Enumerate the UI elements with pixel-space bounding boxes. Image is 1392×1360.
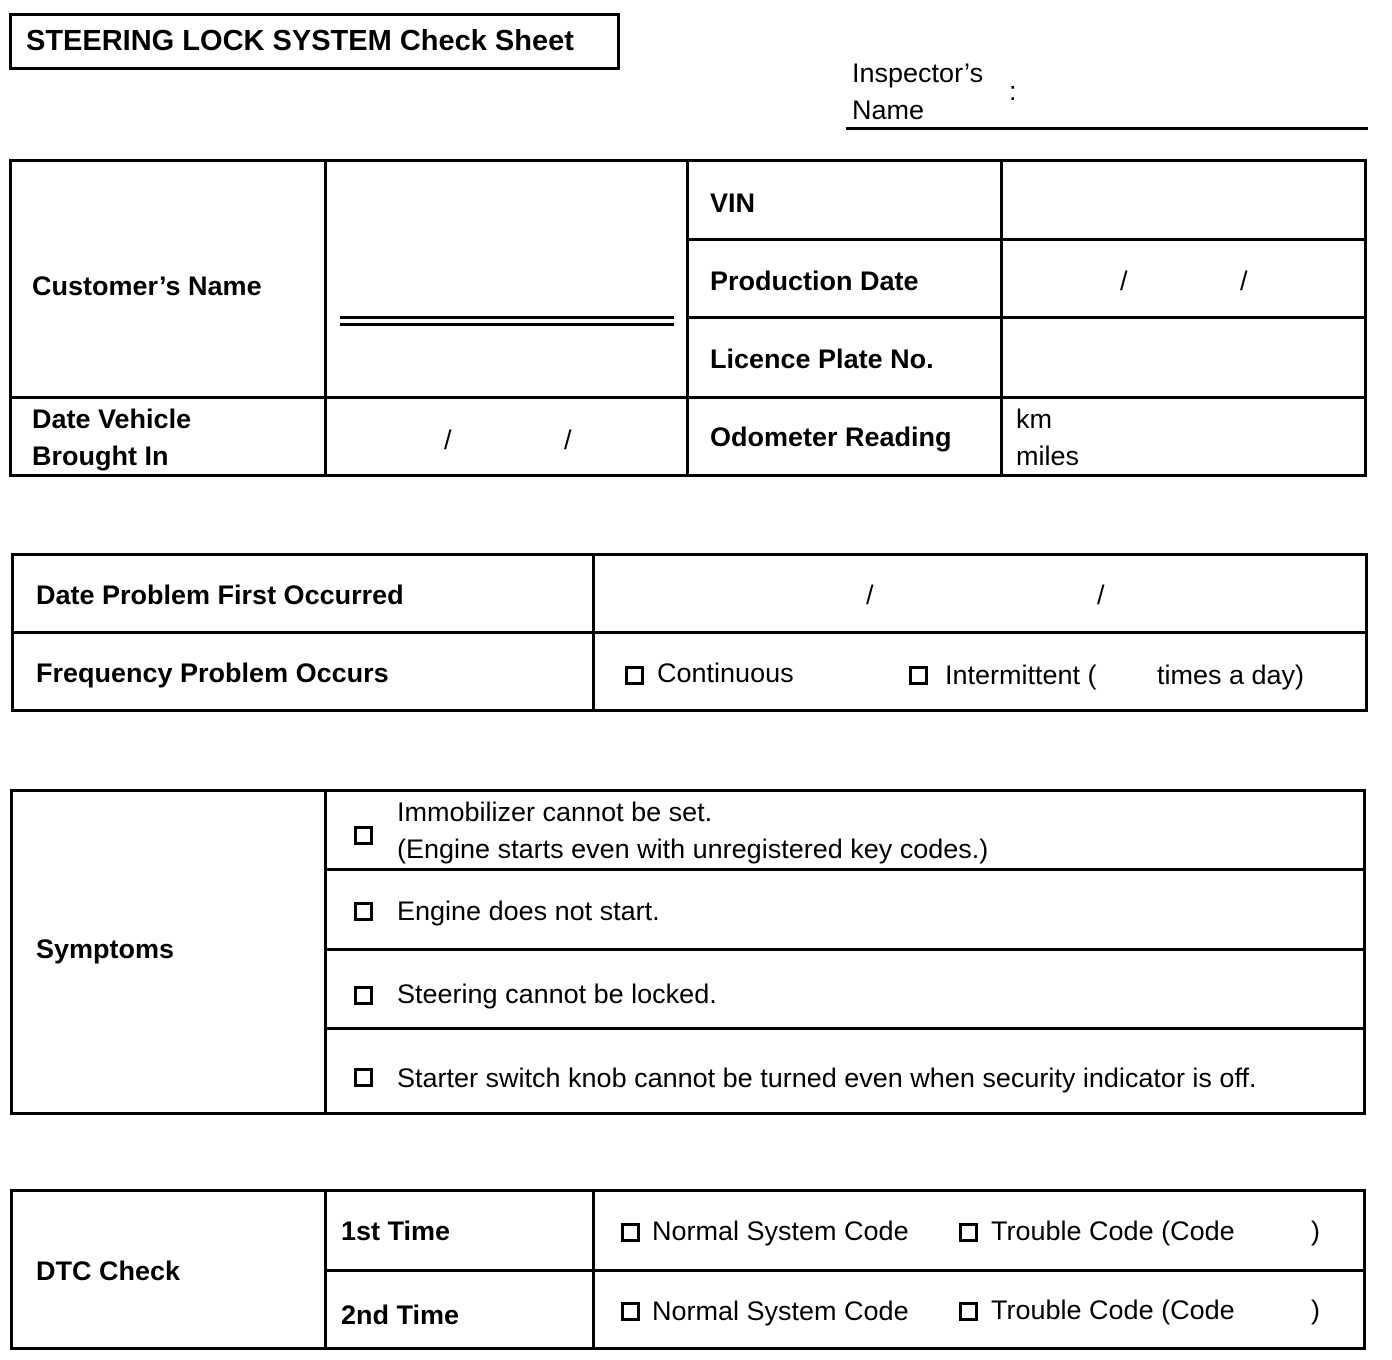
odometer-label: Odometer Reading [710, 422, 952, 452]
date-brought-slash: / [444, 425, 452, 455]
table-border [1363, 1189, 1366, 1350]
vin-label: VIN [710, 188, 756, 218]
symptom-item-line1: Immobilizer cannot be set. [397, 797, 713, 827]
symptoms-label: Symptoms [36, 934, 175, 964]
dtc-check-label: DTC Check [36, 1256, 181, 1286]
table-divider [687, 238, 1367, 241]
trouble-code-close: ) [1311, 1295, 1320, 1325]
inspector-name-field[interactable] [846, 127, 1368, 130]
symptom-checkbox[interactable] [354, 826, 373, 845]
table-border [10, 1112, 1366, 1115]
production-date-label: Production Date [710, 266, 919, 296]
symptom-item-line1: Engine does not start. [397, 896, 660, 926]
trouble-code-checkbox[interactable] [959, 1223, 978, 1242]
table-border [10, 789, 1366, 792]
continuous-checkbox[interactable] [625, 666, 644, 685]
table-border [9, 159, 12, 477]
customer-name-underline[interactable] [340, 316, 674, 319]
inspector-label-line2: Name [852, 95, 925, 125]
inspector-name-label [852, 55, 983, 129]
customer-name-label: Customer’s Name [32, 271, 262, 301]
intermittent-checkbox[interactable] [909, 666, 928, 685]
table-border [10, 1189, 13, 1350]
table-divider [592, 553, 595, 712]
first-occurred-slash: / [866, 580, 874, 610]
customer-name-underline [340, 323, 674, 326]
trouble-code-close: ) [1311, 1216, 1320, 1246]
table-divider [11, 631, 1368, 634]
symptom-item-line1: Starter switch knob cannot be turned even when security indicator is off. [397, 1063, 1257, 1093]
table-border [10, 1189, 1366, 1192]
intermittent-label: Intermittent ( [945, 660, 1097, 690]
normal-code-checkbox[interactable] [621, 1302, 640, 1321]
odometer-unit-miles: miles [1016, 441, 1080, 471]
symptom-item-line2: (Engine starts even with unregistered key codes.) [397, 834, 989, 864]
dtc-row-label: 1st Time [341, 1216, 451, 1246]
production-date-slash: / [1120, 266, 1128, 296]
table-border [10, 789, 13, 1115]
table-border [11, 709, 1368, 712]
table-divider [324, 789, 327, 1115]
odometer-unit-km: km [1016, 404, 1052, 434]
production-date-slash: / [1240, 266, 1248, 296]
inspector-label-line1: Inspector’s [852, 58, 984, 88]
symptom-checkbox[interactable] [354, 986, 373, 1005]
table-divider [326, 948, 1366, 951]
table-divider [324, 1189, 327, 1350]
first-occurred-label: Date Problem First Occurred [36, 580, 404, 610]
symptom-checkbox[interactable] [354, 902, 373, 921]
table-border [11, 553, 1368, 556]
times-a-day-label: times a day) [1157, 660, 1305, 690]
table-divider [326, 1269, 1366, 1272]
symptom-checkbox[interactable] [354, 1068, 373, 1087]
dtc-row-label: 2nd Time [341, 1300, 460, 1330]
table-border [1363, 789, 1366, 1115]
table-border [11, 553, 14, 712]
trouble-code-label: Trouble Code (Code [991, 1295, 1235, 1325]
table-divider [326, 868, 1366, 871]
first-occurred-slash: / [1097, 580, 1105, 610]
normal-code-checkbox[interactable] [621, 1223, 640, 1242]
trouble-code-label: Trouble Code (Code [991, 1216, 1235, 1246]
table-border [1365, 553, 1368, 712]
table-divider [686, 159, 689, 477]
trouble-code-checkbox[interactable] [959, 1302, 978, 1321]
table-divider [687, 316, 1367, 319]
date-brought-label-line2: Brought In [32, 441, 169, 471]
normal-code-label: Normal System Code [652, 1296, 909, 1326]
table-divider [1000, 159, 1003, 477]
table-divider [326, 1027, 1366, 1030]
date-brought-label-line1: Date Vehicle [32, 404, 192, 434]
table-divider [592, 1189, 595, 1350]
inspector-colon: : [1009, 76, 1017, 106]
date-brought-slash: / [564, 425, 572, 455]
symptom-item-line1: Steering cannot be locked. [397, 979, 717, 1009]
table-border [10, 1347, 1366, 1350]
sheet-title: STEERING LOCK SYSTEM Check Sheet [9, 13, 620, 70]
table-divider [324, 159, 327, 477]
continuous-label: Continuous [657, 658, 794, 688]
normal-code-label: Normal System Code [652, 1216, 909, 1246]
table-border [1364, 159, 1367, 477]
licence-plate-label: Licence Plate No. [710, 344, 934, 374]
frequency-label: Frequency Problem Occurs [36, 658, 389, 688]
